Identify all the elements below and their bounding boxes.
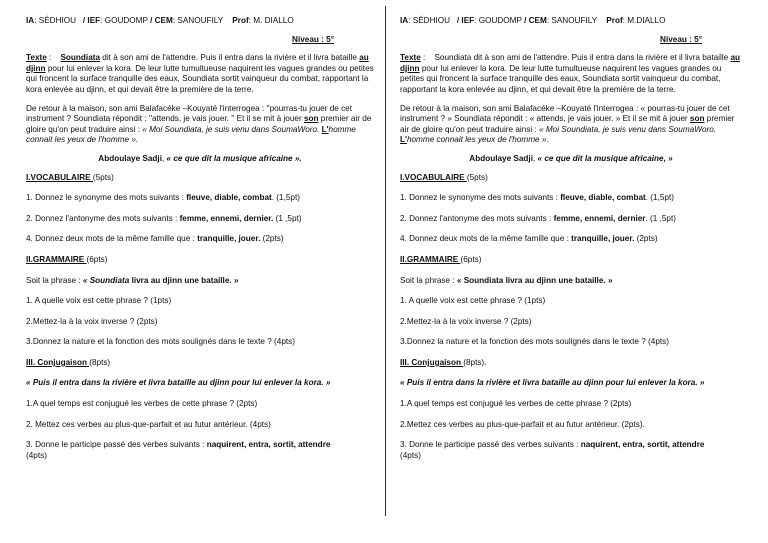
question-item bbox=[400, 214, 742, 225]
ia-value: : SÉDHIOU bbox=[34, 16, 77, 25]
text-paragraph-2 bbox=[26, 104, 374, 146]
phrase-soundiata: « Soundiata bbox=[456, 275, 504, 285]
question-item bbox=[26, 234, 374, 245]
vocab-points: (5pts) bbox=[92, 172, 114, 182]
prof-label: Prof bbox=[232, 16, 249, 25]
question-item: 2. Mettez ces verbes au plus-que-parfait et au futur antérieur. (4pts) bbox=[26, 419, 271, 429]
question-item: 1. A quelle voix est cette phrase ? (1pts) bbox=[26, 296, 172, 306]
q-points: (1 ,5pt) bbox=[273, 213, 302, 223]
ief-label: / IEF bbox=[82, 16, 101, 25]
question-item: 2.Mettez-la à la voix inverse ? (2pts) bbox=[400, 316, 532, 326]
conj-sentence: « Puis il entra dans la rivière et livra bataille au djinn pour lui enlever la kora. » bbox=[400, 378, 705, 388]
q-text: 2. Donnez l'antonyme des mots suivants : bbox=[26, 213, 180, 223]
text-part2: pour lui enlever la kora. De leur lutte tumultueuse naquirent les vagues grandes ou petites qui froncent la surface tranquille des eaux, Soundiata sortit vainqueur du combat, rapportant la kora enlevée au djinn, et qui devait être la première de la terre. bbox=[400, 63, 722, 94]
phrase-line bbox=[26, 276, 374, 287]
gram-title: II.GRAMMAIRE bbox=[400, 254, 461, 264]
q-words: femme, ennemi, dernier bbox=[553, 213, 646, 223]
soundiata-word: Soundiata bbox=[432, 53, 472, 63]
section-heading-grammaire bbox=[26, 255, 374, 266]
question-item bbox=[400, 193, 742, 204]
quote-part2: homme connait les yeux de l'homme ». bbox=[26, 124, 356, 145]
quote-part1: « Moi Soundiata, je suis venu dans SoumaWoro. bbox=[539, 124, 717, 134]
q-text: 4. Donnez deux mots de la même famille que : bbox=[400, 234, 572, 244]
cem-label: / CEM bbox=[150, 16, 173, 25]
underlined-son: son bbox=[689, 114, 705, 124]
underlined-au-djinn: au djinn bbox=[400, 53, 741, 73]
gram-points: (6pts) bbox=[86, 254, 108, 264]
q-words: tranquille, jouer. bbox=[197, 234, 261, 244]
texte-label: Texte bbox=[400, 53, 421, 63]
underlined-lhomme: L' bbox=[321, 124, 329, 134]
header-line bbox=[400, 16, 742, 27]
source-author: Abdoulaye Sadji bbox=[98, 153, 162, 163]
texte-colon: : bbox=[46, 53, 52, 63]
texte-label: Texte bbox=[26, 53, 47, 63]
question-item bbox=[26, 440, 374, 461]
source-sep: , bbox=[532, 153, 538, 163]
quote-part1: « Moi Soundiata, je suis venu dans SoumaWoro. bbox=[142, 124, 322, 134]
phrase-line bbox=[400, 276, 742, 287]
q-text: 2. Donnez l'antonyme des mots suivants : bbox=[400, 213, 554, 223]
para2-part2: premier air de gloire qu'on peut traduire ainsi : bbox=[400, 114, 735, 134]
ia-label: IA bbox=[26, 16, 35, 25]
underlined-au-djinn: au djinn bbox=[26, 53, 369, 73]
phrase-label: Soit la phrase : bbox=[26, 275, 83, 285]
underlined-lhomme: L' bbox=[400, 135, 407, 145]
ia-label: IA bbox=[400, 16, 409, 25]
question-item: 1.A quel temps est conjugué les verbes de cette phrase ? (2pts) bbox=[400, 399, 632, 409]
para2-part1: De retour à la maison, son ami Balafacéke –Kouyaté l'interrogea : « pourras-tu jouer de cet instrument ? » Soundiata répondit : « attends, je vais jouer. » Et il se mit à jouer bbox=[400, 103, 730, 124]
q-words: fleuve, diable, combat bbox=[186, 193, 272, 203]
question-item: 2.Mettez-la à la voix inverse ? (2pts) bbox=[26, 316, 158, 326]
text-paragraph-1 bbox=[26, 53, 374, 95]
source-line bbox=[26, 154, 374, 165]
cem-value: : SANOUFILY bbox=[172, 16, 224, 25]
phrase-label: Soit la phrase : bbox=[400, 275, 457, 285]
question-item: 1.A quel temps est conjugué les verbes de cette phrase ? (2pts) bbox=[26, 399, 258, 409]
ief-label: / IEF bbox=[456, 16, 475, 25]
question-item bbox=[400, 234, 742, 245]
q-text: 3. Donne le participe passé des verbes suivants : bbox=[26, 440, 207, 450]
q-points: . (1 ,5pt) bbox=[645, 213, 676, 223]
q-points: (2pts) bbox=[260, 234, 284, 244]
q-points: (4pts) bbox=[400, 450, 421, 460]
q-words: fleuve, diable, combat bbox=[560, 193, 646, 203]
para2-part1: De retour à la maison, son ami Balafacéke –Kouyaté l'interrogea : ''pourras-tu jouer de cet instrument ? Soundiata répondit : ''attends, je vais jouer. '' Et il se mit à jouer bbox=[26, 103, 352, 124]
q-text: 1. Donnez le synonyme des mots suivants : bbox=[400, 193, 561, 203]
para2-part2: premier air de gloire qu'on peut traduire ainsi : bbox=[26, 114, 372, 134]
underlined-soundiata: Soundiata bbox=[60, 53, 101, 63]
source-title: « ce que dit la musique africaine ». bbox=[166, 153, 302, 163]
q-text: 3. Donne le participe passé des verbes suivants : bbox=[400, 440, 581, 450]
question-item bbox=[400, 440, 742, 461]
ief-value: : GOUDOMP bbox=[474, 16, 522, 25]
section-heading-vocabulaire bbox=[26, 173, 374, 184]
question-item: 3.Donnez la nature et la fonction des mots soulignés dans le texte ? (4pts) bbox=[26, 337, 295, 347]
source-title: « ce que dit la musique africaine, » bbox=[537, 153, 673, 163]
header-line bbox=[26, 16, 374, 27]
vocab-points: (5pts) bbox=[466, 172, 488, 182]
text-paragraph-1 bbox=[400, 53, 742, 95]
phrase-soundiata: « Soundiata bbox=[82, 275, 130, 285]
left-column bbox=[26, 16, 374, 471]
gram-title: II.GRAMMAIRE bbox=[26, 254, 87, 264]
section-heading-grammaire bbox=[400, 255, 742, 266]
text-paragraph-2 bbox=[400, 104, 742, 146]
conj-points: (8pts). bbox=[463, 357, 487, 367]
q-points: . (1,5pt) bbox=[645, 193, 674, 203]
question-item: 2.Mettez ces verbes au plus-que-parfait et au futur antérieur. (2pts). bbox=[400, 419, 645, 429]
quote-part2: homme connait les yeux de l'homme ». bbox=[406, 135, 549, 145]
vocab-title: I.VOCABULAIRE bbox=[26, 172, 93, 182]
question-item: 1. A quelle voix est cette phrase ? (1pts) bbox=[400, 296, 546, 306]
underlined-son: son bbox=[303, 114, 319, 124]
conj-title: III. Conjugaison bbox=[400, 357, 464, 367]
right-column bbox=[400, 16, 742, 471]
conj-points: (8pts) bbox=[89, 357, 111, 367]
conj-title: III. Conjugaison bbox=[26, 357, 90, 367]
vocab-title: I.VOCABULAIRE bbox=[400, 172, 467, 182]
text-part1: dit à son ami de l'attendre. Puis il entra dans la rivière et il livra bataille bbox=[471, 53, 731, 63]
text-part2: pour lui enlever la kora. De leur lutte tumultueuse naquirent les vagues grandes ou petites qui froncent la surface tranquille des eaux, Soundiata sortit vainqueur du combat, rapportant la kora enlevée au djinn, et qui devait être la première de la terre. bbox=[26, 63, 374, 94]
texte-colon: : bbox=[420, 53, 426, 63]
q-points: (2pts) bbox=[634, 234, 658, 244]
prof-value: : M. DIALLO bbox=[248, 16, 294, 25]
ief-value: : GOUDOMP bbox=[100, 16, 148, 25]
prof-label: Prof bbox=[606, 16, 623, 25]
source-sep: , bbox=[161, 153, 167, 163]
q-words: tranquille, jouer. bbox=[571, 234, 635, 244]
q-points: . (1,5pt) bbox=[271, 193, 300, 203]
niveau-label: Niveau : 5° bbox=[660, 34, 702, 44]
question-item bbox=[26, 193, 374, 204]
phrase-rest: livra au djinn une bataille. » bbox=[503, 275, 613, 285]
column-divider bbox=[385, 6, 386, 516]
cem-value: : SANOUFILY bbox=[546, 16, 598, 25]
phrase-rest: livra au djinn une bataille. » bbox=[129, 275, 239, 285]
q-text: 1. Donnez le synonyme des mots suivants : bbox=[26, 193, 187, 203]
question-item bbox=[26, 214, 374, 225]
section-heading-conjugaison bbox=[26, 358, 374, 369]
section-heading-conjugaison bbox=[400, 358, 742, 369]
text-part1: dit à son ami de l'attendre. Puis il entra dans la rivière et il livra bataille bbox=[100, 53, 360, 63]
section-heading-vocabulaire bbox=[400, 173, 742, 184]
niveau-label: Niveau : 5° bbox=[292, 34, 334, 44]
source-author: Abdoulaye Sadji bbox=[469, 153, 533, 163]
source-line bbox=[400, 154, 742, 165]
q-words: femme, ennemi, dernier. bbox=[179, 213, 274, 223]
ia-value: : SÉDHIOU bbox=[408, 16, 451, 25]
prof-value: : M.DIALLO bbox=[622, 16, 666, 25]
gram-points: (6pts) bbox=[460, 254, 482, 264]
q-points: (4pts) bbox=[26, 450, 47, 460]
cem-label: / CEM bbox=[524, 16, 547, 25]
q-text: 4. Donnez deux mots de la même famille que : bbox=[26, 234, 198, 244]
q-words: naquirent, entra, sortit, attendre bbox=[580, 440, 705, 450]
q-words: naquirent, entra, sortit, attendre bbox=[206, 440, 331, 450]
conj-sentence: « Puis il entra dans la rivière et livra bataille au djinn pour lui enlever la kora. » bbox=[26, 378, 331, 388]
question-item: 3.Donnez la nature et la fonction des mots soulignés dans le texte ? (4pts) bbox=[400, 337, 669, 347]
